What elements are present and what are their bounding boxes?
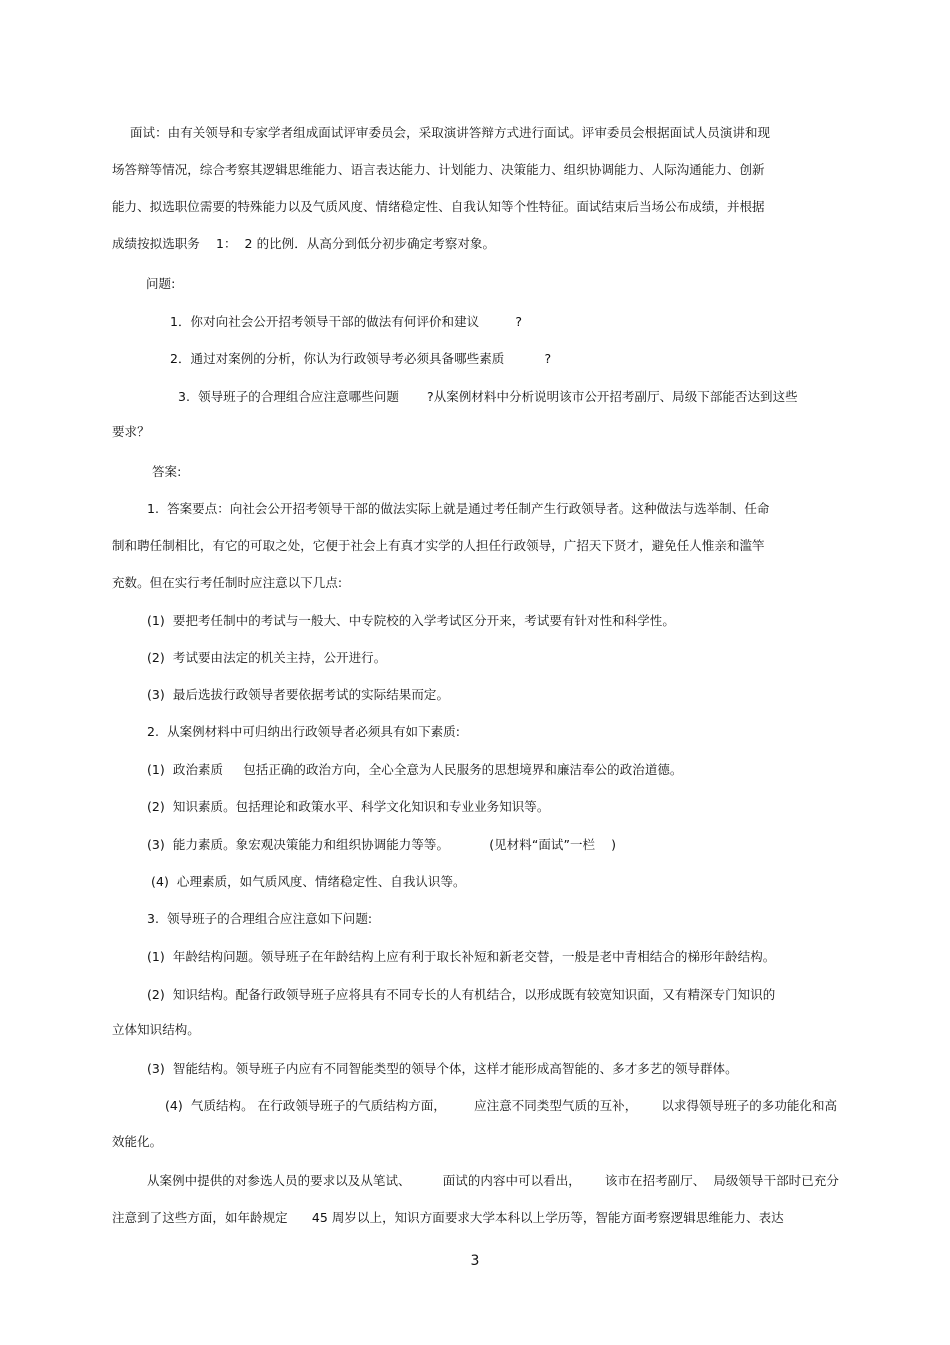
answer-line: 制和聘任制相比，有它的可取之处，它便于社会上有真才实学的人担任行政领导，广招天下贤才，避免任人惟亲和滥竿 bbox=[112, 538, 765, 553]
answer-line: (2) 考试要由法定的机关主持，公开进行。 bbox=[147, 650, 387, 665]
question-item: 3. 领导班子的合理组合应注意哪些问题 ?从案例材料中分析说明该市公开招考副厅、局级下部能否达到这些 bbox=[178, 389, 798, 404]
answer-line: 1. 答案要点：向社会公开招考领导干部的做法实际上就是通过考任制产生行政领导者。这种做法与选举制、任命 bbox=[147, 501, 770, 516]
answer-line: (3) 最后选拔行政领导者要依据考试的实际结果而定。 bbox=[147, 687, 450, 702]
answer-line: (4) 心理素质，如气质风度、情绪稳定性、自我认识等。 bbox=[147, 874, 466, 889]
answer-line: 立体知识结构。 bbox=[112, 1022, 200, 1037]
answer-line: (3) 能力素质。象宏观决策能力和组织协调能力等等。 (见材料“面试”一栏 ) bbox=[147, 837, 617, 852]
answer-line: 2. 从案例材料中可归纳出行政领导者必须具有如下素质: bbox=[147, 724, 460, 739]
paragraph-line: 成绩按拟选职务 1： 2 的比例．从高分到低分初步确定考察对象。 bbox=[112, 236, 496, 251]
answer-line: (2) 知识素质。包括理论和政策水平、科学文化知识和专业业务知识等。 bbox=[147, 799, 550, 814]
answer-line: 充数。但在实行考任制时应注意以下几点: bbox=[112, 575, 343, 590]
answer-line: (1) 要把考任制中的考试与一般大、中专院校的入学考试区分开来，考试要有针对性和科学性。 bbox=[147, 613, 675, 628]
section-heading-questions: 问题: bbox=[146, 276, 176, 291]
answer-line: (2) 知识结构。配备行政领导班子应将具有不同专长的人有机结合，以形成既有较宽知识面，又有精深专门知识的 bbox=[147, 987, 776, 1002]
question-item: 1．你对向社会公开招考领导干部的做法有何评价和建议 ? bbox=[170, 314, 523, 329]
answer-line: (3) 智能结构。领导班子内应有不同智能类型的领导个体，这样才能形成高智能的、多才多艺的领导群体。 bbox=[147, 1061, 738, 1076]
answer-line: (1) 政治素质 包括正确的政治方向，全心全意为人民服务的思想境界和廉洁奉公的政治道德。 bbox=[147, 762, 683, 777]
answer-line: (4) 气质结构。 在行政领导班子的气质结构方面， 应注意不同类型气质的互补， 以求得领导班子的多功能化和高 bbox=[165, 1098, 838, 1113]
paragraph-line: 场答辩等情况，综合考察其逻辑思维能力、语言表达能力、计划能力、决策能力、组织协调能力、人际沟通能力、创新 bbox=[112, 162, 765, 177]
question-item: 2．通过对案例的分析，你认为行政领导考必须具备哪些素质 ? bbox=[170, 351, 552, 366]
answer-line: 从案例中提供的对参选人员的要求以及从笔试、 面试的内容中可以看出， 该市在招考副厅、 局级领导干部时已充分 bbox=[147, 1173, 839, 1188]
paragraph-line: 能力、拟选职位需要的特殊能力以及气质风度、情绪稳定性、自我认知等个性特征。面试结束后当场公布成绩，并根据 bbox=[112, 199, 765, 214]
answer-line: 3. 领导班子的合理组合应注意如下问题: bbox=[147, 911, 373, 926]
page-number: 3 bbox=[470, 1253, 480, 1269]
answer-line: 效能化。 bbox=[112, 1134, 163, 1149]
section-heading-answers: 答案: bbox=[152, 464, 182, 479]
paragraph-line: 要求？ bbox=[112, 424, 150, 439]
answer-line: 注意到了这些方面，如年龄规定 45 周岁以上，知识方面要求大学本科以上学历等，智能方面考察逻辑思维能力、表达 bbox=[112, 1210, 784, 1225]
answer-line: (1) 年龄结构问题。领导班子在年龄结构上应有利于取长补短和新老交替，一般是老中青相结合的梯形年龄结构。 bbox=[147, 949, 776, 964]
paragraph-line: 面试：由有关领导和专家学者组成面试评审委员会，采取演讲答辩方式进行面试。评审委员会根据面试人员演讲和现 bbox=[130, 125, 771, 140]
